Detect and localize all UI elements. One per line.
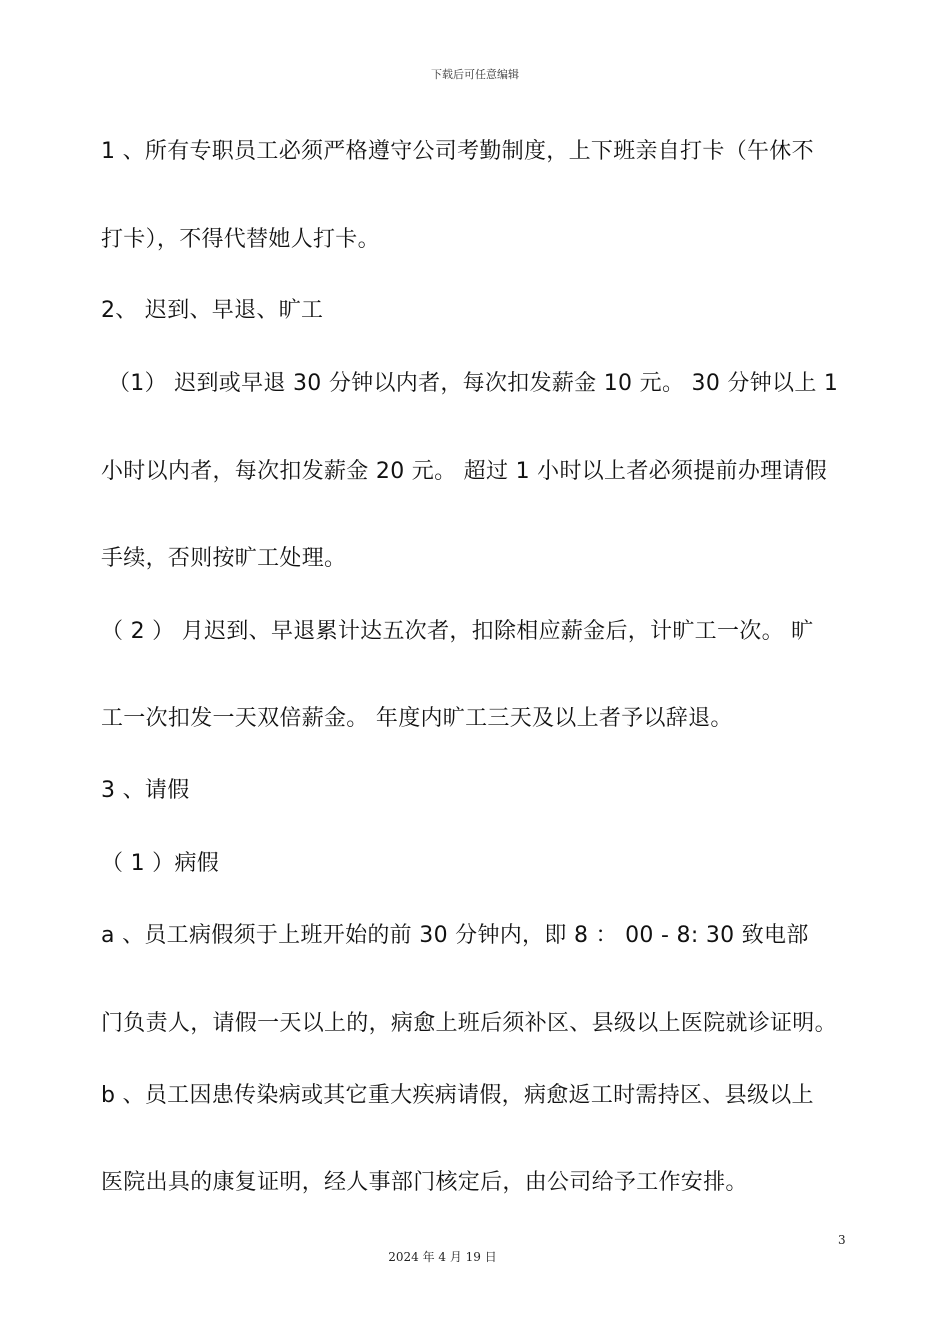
page-number: 3 [838, 1233, 846, 1247]
text-line: 手续，否则按旷工处理。 [101, 546, 347, 571]
text-line: 小时以内者，每次扣发薪金 20 元。 超过 1 小时以上者必须提前办理请假 [101, 459, 828, 484]
text-line: 门负责人，请假一天以上的，病愈上班后须补区、县级以上医院就诊证明。 [101, 1011, 837, 1036]
text-line: 打卡），不得代替她人打卡。 [101, 227, 380, 252]
text-line: 医院出具的康复证明，经人事部门核定后，由公司给予工作安排。 [101, 1170, 748, 1195]
text-line: b 、员工因患传染病或其它重大疾病请假，病愈返工时需持区、县级以上 [101, 1083, 814, 1108]
section-heading: 2、 迟到、早退、旷工 [101, 298, 324, 323]
page-header-note: 下载后可任意编辑 [431, 68, 519, 81]
text-line: （ 2 ） 月迟到、早退累计达五次者，扣除相应薪金后，计旷工一次。 旷 [101, 619, 814, 644]
text-line: 工一次扣发一天双倍薪金。 年度内旷工三天及以上者予以辞退。 [101, 706, 733, 731]
text-line: 1 、所有专职员工必须严格遵守公司考勤制度，上下班亲自打卡（午休不 [101, 139, 814, 164]
text-line: a 、员工病假须于上班开始的前 30 分钟内，即 8 ： 00 - 8: 30 致电部 [101, 923, 809, 948]
footer-date: 2024 年 4 月 19 日 [388, 1250, 497, 1264]
section-heading: 3 、请假 [101, 778, 190, 803]
subsection-heading: （ 1 ）病假 [101, 851, 220, 876]
text-line: （1） 迟到或早退 30 分钟以内者，每次扣发薪金 10 元。 30 分钟以上 1 [108, 371, 839, 396]
